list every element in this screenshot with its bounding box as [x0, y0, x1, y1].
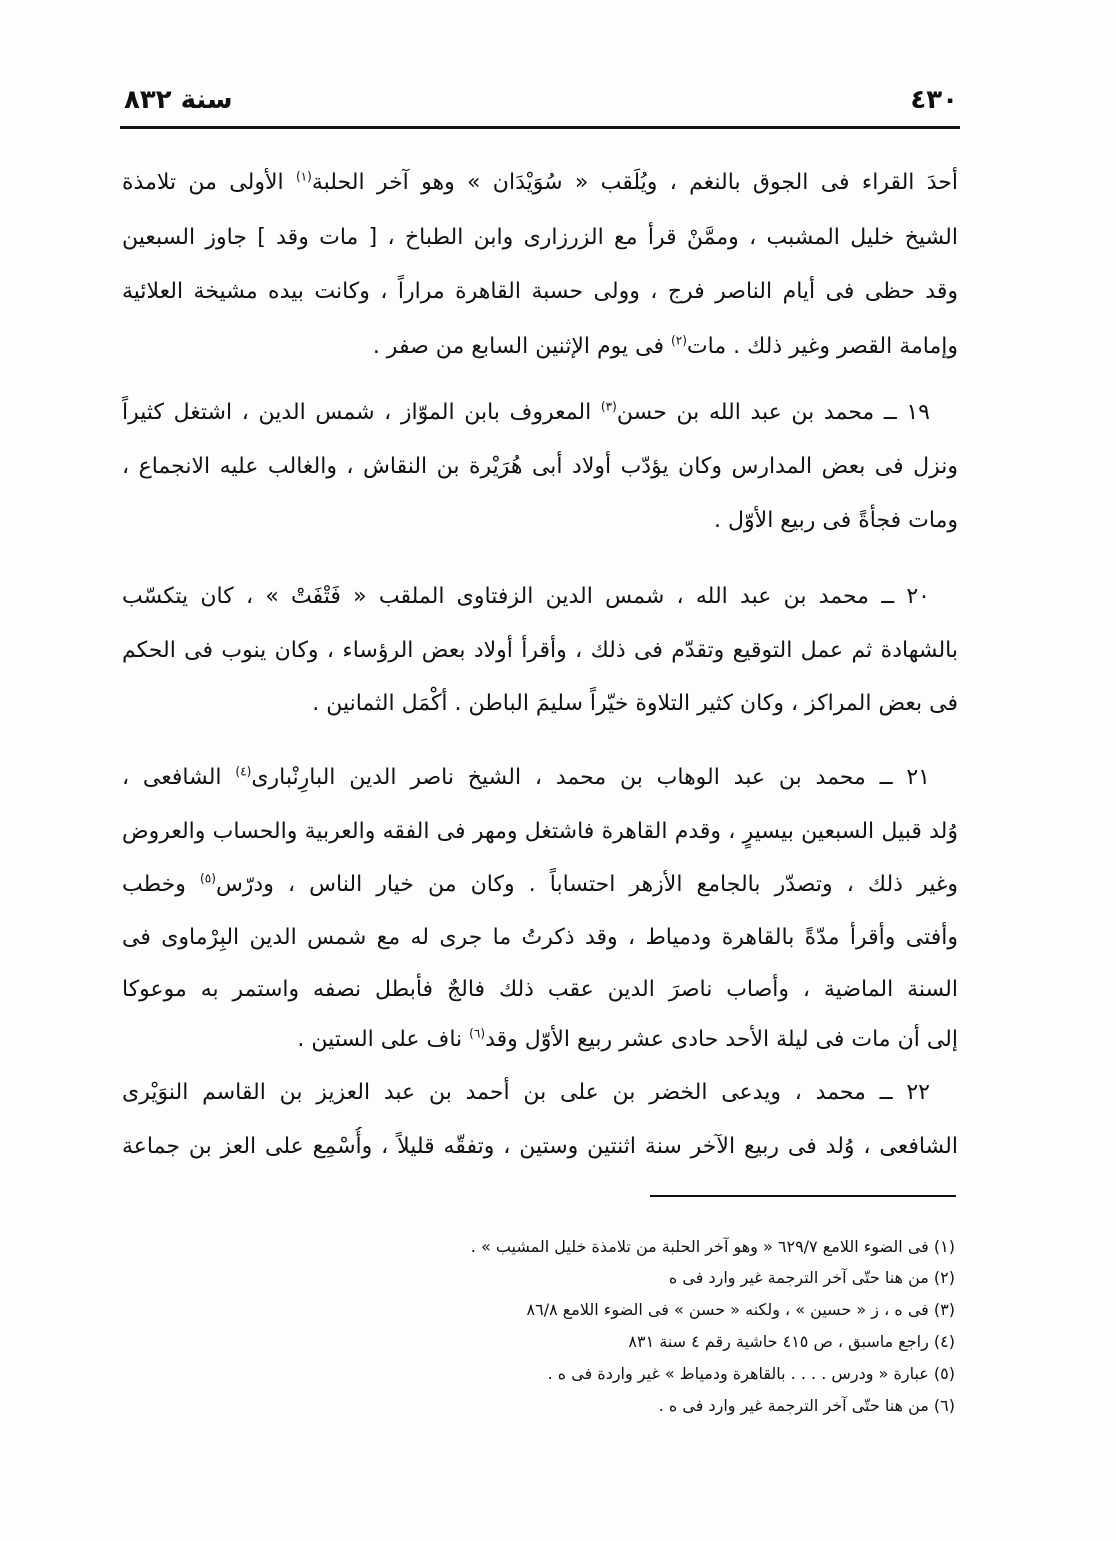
text-line: وغير ذلك ، وتصدّر بالجامع الأزهر احتساباً . وكان من خيار الناس ، ودرّس$^{(٥)}$ وخطب	[122, 871, 958, 897]
text-line: بالشهادة ثم عمل التوقيع وتقدّم فى ذلك ، وأقرأ أولاد بعض الرؤساء ، وكان ينوب فى الحكم	[122, 638, 958, 663]
text-line: فى بعض المراكز ، وكان كثير التلاوة خيّراً سليمَ الباطن . أكْمَل الثمانين .	[312, 691, 958, 716]
footnote: (٢) من هنا حتّى آخر الترجمة غير وارد فى ه	[668, 1268, 955, 1287]
footnote-separator	[650, 1195, 956, 1197]
footnote: (١) فى الضوء اللامع ٦٢٩/٧ « وهو آخر الحلبة من تلامذة خليل المشيب » .	[470, 1237, 955, 1256]
text-line: وإمامة القصر وغير ذلك . مات$^{(٢)}$ فى يوم الإثنين السابع من صفر .	[372, 333, 958, 359]
header-rule	[120, 126, 960, 129]
text-line: ٢١ ــ محمد بن عبد الوهاب بن محمد ، الشيخ ناصر الدين البارِنْبارى$^{(٤)}$ الشافعى ،	[122, 764, 930, 790]
text-line: وقد حظى فى أيام الناصر فرج ، وولى حسبة القاهرة مراراً ، وكانت بيده مشيخة العلائية	[122, 279, 958, 304]
text-line: ٢٢ ــ محمد ، ويدعى الخضر بن على بن أحمد بن عبد العزيز بن القاسم النوَيْرى	[122, 1080, 930, 1105]
text-line: ٢٠ ــ محمد بن عبد الله ، شمس الدين الزفتاوى الملقب « فَتْفَتْ » ، كان يتكسّب	[122, 584, 930, 609]
text-line: الشيخ خليل المشبب ، وممَّنْ قرأ مع الزرزارى وابن الطباخ ، [ مات وقد ] جاوز السبعين	[122, 225, 958, 250]
footnote: (٣) فى ه ، ز « حسين » ، ولكنه « حسن » فى الضوء اللامع ٨٦/٨	[526, 1300, 955, 1319]
text-line: الشافعى ، وُلد فى ربيع الآخر سنة اثنتين وستين ، وتفقّه قليلاً ، وأُسْمِع على العز بن جماعة	[122, 1134, 958, 1159]
text-line: ١٩ ــ محمد بن عبد الله بن حسن$^{(٣)}$ المعروف بابن الموّاز ، شمس الدين ، اشتغل كثيراً	[122, 399, 930, 425]
running-head-year: سنة ٨٣٢	[124, 85, 233, 115]
text-line: ومات فجأةً فى ربيع الأوّل .	[714, 508, 958, 533]
footnote: (٤) راجع ماسبق ، ص ٤١٥ حاشية رقم ٤ سنة ٨٣١	[628, 1332, 955, 1351]
page-number: ٤٣٠	[910, 85, 958, 115]
text-line: السنة الماضية ، وأصاب ناصرَ الدين عقب ذلك فالجٌ فأبطل نصفه واستمر به موعوكا	[122, 977, 958, 1002]
text-line: وأفتى وأقرأ مدّةً بالقاهرة ودمياط ، وقد ذكرتُ ما جرى له مع شمس الدين البِرْماوى فى	[122, 925, 958, 950]
text-line: ونزل فى بعض المدارس وكان يؤدّب أولاد أبى هُرَيْرة بن النقاش ، والغالب عليه الانجماع ،	[122, 454, 958, 479]
footnote: (٦) من هنا حتّى آخر الترجمة غير وارد فى ه .	[658, 1396, 955, 1415]
text-line: أحدَ القراء فى الجوق بالنغم ، ويُلَقب « سُوَيْدَان » وهو آخر الحلبة$^{(١)}$ الأولى من تلامذة	[122, 169, 958, 195]
text-line: وُلد قبيل السبعين بيسيرٍ ، وقدم القاهرة فاشتغل ومهر فى الفقه والعربية والحساب والعروض	[122, 819, 958, 844]
footnote: (٥) عبارة « ودرس . . . . بالقاهرة ودمياط » غير واردة فى ه .	[547, 1364, 955, 1383]
text-line: إلى أن مات فى ليلة الأحد حادى عشر ربيع الأوّل وقد$^{(٦)}$ ناف على الستين .	[297, 1026, 958, 1052]
